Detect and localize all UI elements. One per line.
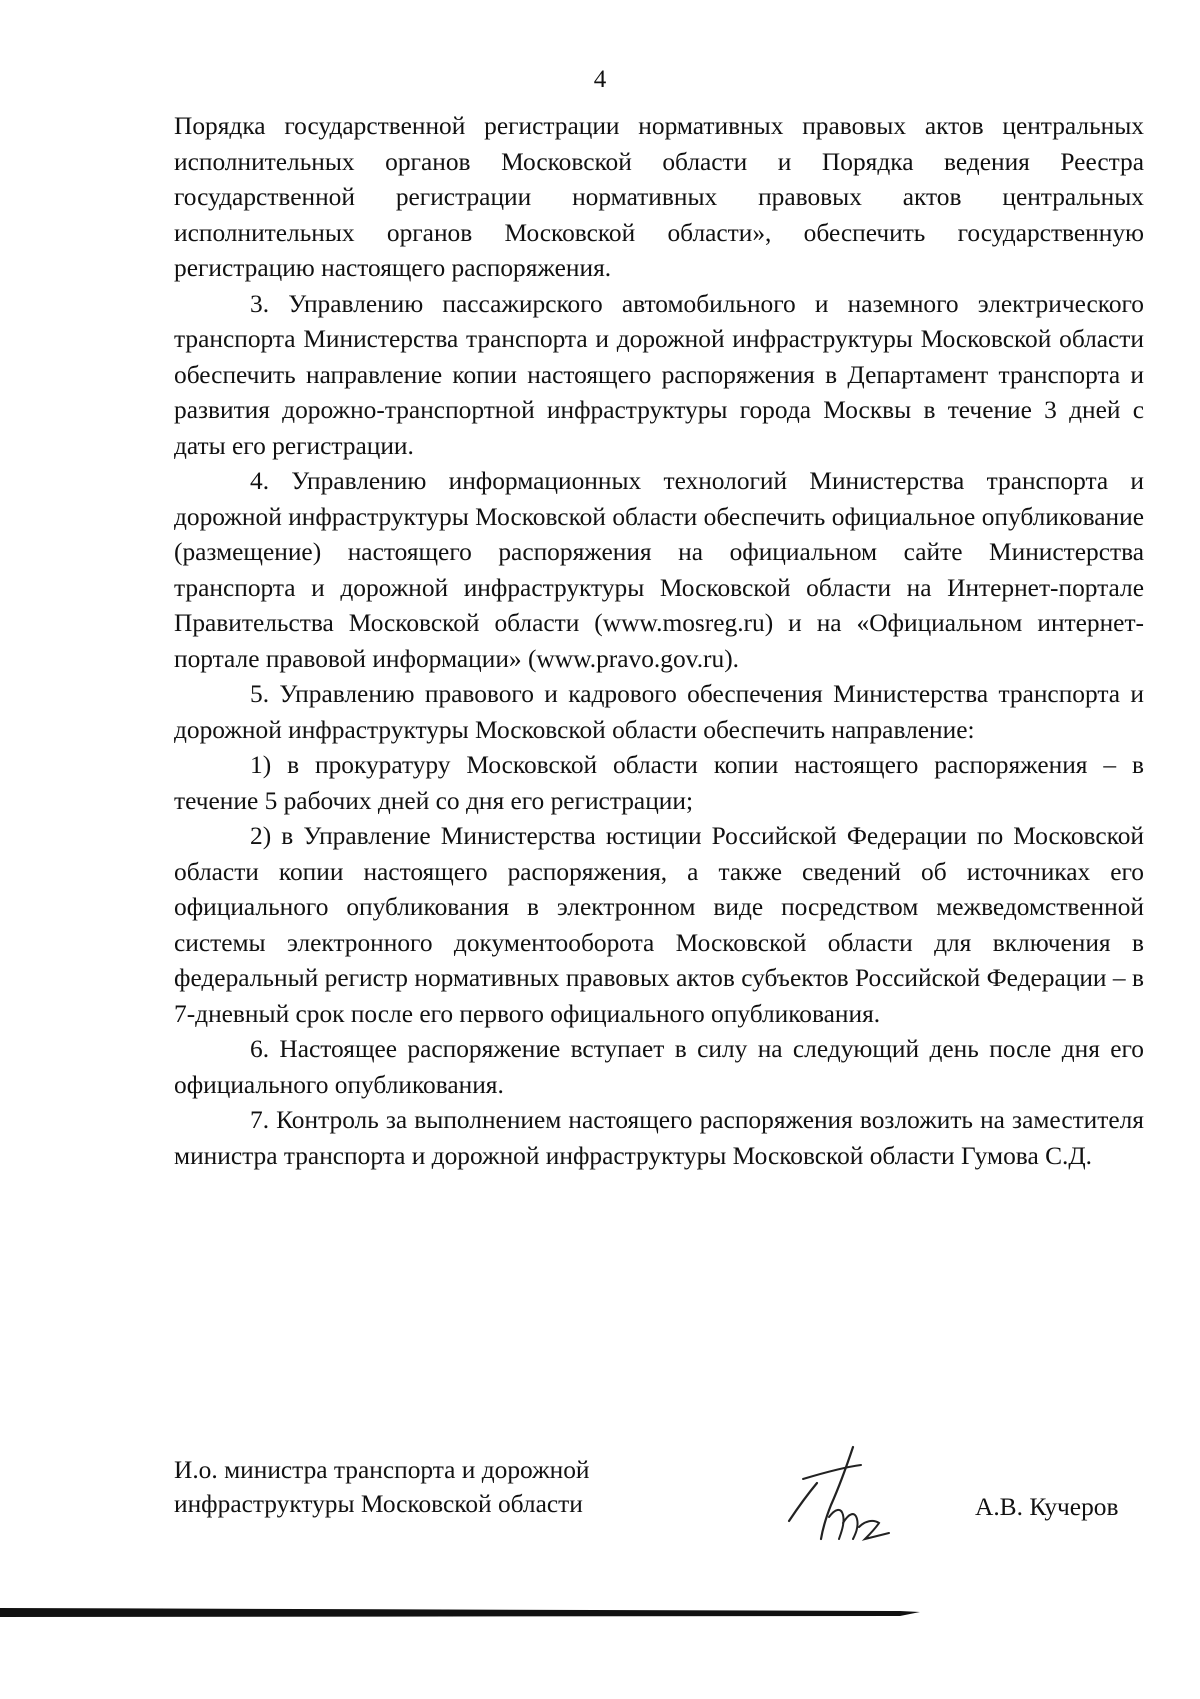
signatory-title xyxy=(174,1453,590,1521)
paragraph-subitem-1: 1) в прокуратуру Московской области копии настоящего распоряжения – в течение 5 рабочих дней со дня его регистрации; xyxy=(174,751,1144,815)
paragraph-item-7: 7. Контроль за выполнением настоящего распоряжения возложить на заместителя министра транспорта и дорожной инфраструктуры Московской области Гумова С.Д. xyxy=(174,1106,1144,1170)
signatory-title-line-1: И.о. министра транспорта и дорожной xyxy=(174,1456,590,1484)
paragraph-subitem-2: 2) в Управление Министерства юстиции Российской Федерации по Московской области копии настоящего распоряжения, а также сведений об источниках его официального опубликования в электронном виде посредством межведомственной системы электронного документооборота Московской области для включения в федеральный регистр нормативных правовых актов субъектов Российской Федерации – в 7-дневный срок после его первого официального опубликования. xyxy=(174,822,1144,1028)
paragraph-item-6: 6. Настоящее распоряжение вступает в силу на следующий день после дня его официального опубликования. xyxy=(174,1035,1144,1099)
paragraph-item-5: 5. Управлению правового и кадрового обеспечения Министерства транспорта и дорожной инфраструктуры Московской области обеспечить направление: xyxy=(174,680,1144,744)
handwritten-signature xyxy=(783,1443,923,1553)
scan-edge-line xyxy=(0,1606,1200,1618)
document-body xyxy=(174,109,1144,1174)
signatory-title-line-2: инфраструктуры Московской области xyxy=(174,1490,583,1518)
paragraph-item-3: 3. Управлению пассажирского автомобильного и наземного электрического транспорта Министерства транспорта и дорожной инфраструктуры Московской области обеспечить направление копии настоящего распоряжения в Департамент транспорта и развития дорожно-транспортной инфраструктуры города Москвы в течение 3 дней с даты его регистрации. xyxy=(174,289,1144,460)
page-number: 4 xyxy=(593,66,607,93)
paragraph-item-4: 4. Управлению информационных технологий Министерства транспорта и дорожной инфраструктуры Московской области обеспечить официальное опубликование (размещение) настоящего распоряжения на официальном сайте Министерства транспорта и дорожной инфраструктуры Московской области на Интернет-портале Правительства Московской области (www.mosreg.ru) и на «Официальном интернет-портале правовой информации» (www.pravo.gov.ru). xyxy=(174,467,1144,673)
signatory-name: А.В. Кучеров xyxy=(975,1493,1119,1521)
paragraph-continuation: Порядка государственной регистрации нормативных правовых актов центральных исполнительных органов Московской области и Порядка ведения Реестра государственной регистрации нормативных правовых актов центральных исполнительных органов Московской области», обеспечить государственную регистрацию настоящего распоряжения. xyxy=(174,112,1144,282)
